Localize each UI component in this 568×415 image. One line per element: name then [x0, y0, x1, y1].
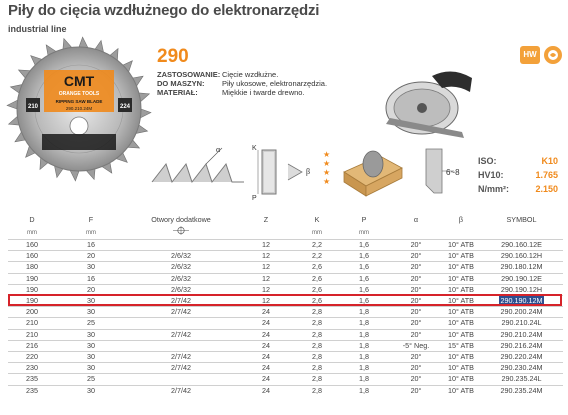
col-header-k: K — [314, 215, 320, 224]
cell-beta: 10° ATB — [448, 284, 474, 294]
selected-row-highlight — [8, 294, 562, 306]
cell-extra-holes — [126, 240, 236, 251]
cell-alpha: 20° — [410, 251, 422, 261]
col-header-d: D — [29, 215, 35, 224]
blade-left-number: 210 — [27, 104, 39, 110]
unit-alpha — [390, 226, 442, 240]
cell-z: 24 — [262, 352, 270, 362]
cell-p: 1,8 — [359, 363, 369, 373]
cell-symbol — [480, 262, 563, 273]
hw-badge: HW — [520, 46, 540, 64]
page-title: Piły do cięcia wzdłużnego do elektronarzędzi — [8, 2, 320, 19]
k-label: K — [252, 145, 257, 152]
cell-alpha: 20° — [410, 352, 422, 362]
cell-symbol — [480, 385, 563, 396]
cell-symbol — [480, 307, 563, 318]
cell-k: 2,8 — [312, 318, 322, 328]
cell-beta: 10° ATB — [448, 307, 474, 317]
cell-k: 2,6 — [312, 262, 322, 272]
hv10-label: HV10: — [478, 170, 504, 180]
saw-tooth — [79, 37, 88, 48]
cell-p: 1,8 — [359, 307, 369, 317]
spec-value-machines: Piły ukosowe, elektronarzędzia. — [222, 79, 328, 88]
symbol-text: 290.190.12E — [501, 273, 542, 283]
iso-value: K10 — [541, 156, 558, 166]
cell-d: 220 — [26, 352, 38, 362]
cell-beta: 10° ATB — [448, 251, 474, 261]
cell-extra-holes — [126, 318, 236, 329]
table-row[interactable] — [8, 329, 563, 340]
symbol-text: 290.216.24M — [500, 340, 543, 350]
symbol-text: 290.160.12E — [501, 240, 542, 249]
symbol-text: 290.230.24M — [500, 363, 543, 373]
cell-z: 24 — [262, 340, 270, 350]
cell-k: 2,2 — [312, 240, 322, 249]
cell-symbol — [480, 363, 563, 374]
cell-beta: 10° ATB — [448, 318, 474, 328]
cell-extra-holes: 2/6/32 — [171, 284, 191, 294]
cell-beta: 10° ATB — [448, 374, 474, 384]
cell-d: 216 — [26, 340, 38, 350]
cell-z: 12 — [262, 262, 270, 272]
cell-p: 1,8 — [359, 329, 369, 339]
cell-p: 1,6 — [359, 284, 369, 294]
cell-alpha: 20° — [410, 385, 422, 395]
cell-f: 30 — [87, 352, 95, 362]
cell-k: 2,8 — [312, 374, 322, 384]
cell-extra-holes: 2/7/42 — [171, 363, 191, 373]
cell-symbol — [480, 251, 563, 262]
cell-alpha: 20° — [410, 374, 422, 384]
symbol-text: 290.235.24M — [500, 385, 543, 395]
cell-f: 30 — [87, 307, 95, 317]
cell-p: 1,6 — [359, 273, 369, 283]
col-header-p: P — [361, 215, 367, 224]
cell-d: 235 — [26, 385, 38, 395]
cell-p: 1,8 — [359, 385, 369, 395]
table-row[interactable] — [8, 340, 563, 351]
col-header-z: Z — [263, 215, 269, 224]
spec-label-machines: DO MASZYN: — [157, 79, 205, 88]
cell-f: 30 — [87, 262, 95, 272]
symbol-text: 290.160.12H — [500, 251, 543, 261]
cell-beta: 10° ATB — [448, 296, 474, 306]
hook-angle-diagram — [420, 145, 470, 200]
wood-cut-image — [340, 142, 406, 204]
cell-d: 210 — [26, 329, 38, 339]
symbol-text: 290.210.24L — [501, 318, 542, 328]
cell-z: 12 — [262, 284, 270, 294]
cell-extra-holes: 2/7/42 — [171, 329, 191, 339]
spec-value-material: Miękkie i twarde drewno. — [222, 88, 305, 97]
cell-alpha: 20° — [410, 240, 422, 249]
cell-symbol — [480, 273, 563, 284]
cell-extra-holes — [126, 374, 236, 385]
cell-z: 24 — [262, 363, 270, 373]
cell-k: 2,6 — [312, 273, 322, 283]
cell-f: 30 — [87, 363, 95, 373]
cell-beta: 10° ATB — [448, 273, 474, 283]
cell-d: 160 — [26, 240, 38, 249]
table-row[interactable] — [8, 273, 563, 284]
beta-label: β — [306, 167, 311, 176]
blade-code: 290.210.24M — [65, 106, 93, 111]
circular-saw-image — [372, 62, 484, 140]
cell-extra-holes: 2/7/42 — [171, 352, 191, 362]
col-header-beta: β — [458, 215, 464, 224]
cell-z: 24 — [262, 374, 270, 384]
cell-symbol — [480, 352, 563, 363]
cell-p: 1,6 — [359, 296, 369, 306]
table-units-row — [8, 226, 563, 240]
blade-right-number: 224 — [119, 104, 131, 110]
strength-value: 2.150 — [535, 184, 558, 194]
col-header-alpha: α — [413, 215, 419, 224]
spec-label-material: MATERIAŁ: — [157, 88, 198, 97]
cell-beta: 10° ATB — [448, 262, 474, 272]
cell-alpha: 20° — [410, 329, 422, 339]
unit-d: mm — [27, 229, 37, 236]
cell-f: 20 — [87, 251, 95, 261]
cell-z: 12 — [262, 240, 270, 249]
symbol-text: 290.190.12M — [500, 296, 543, 306]
cell-f: 20 — [87, 284, 95, 294]
table-row[interactable] — [8, 374, 563, 385]
cell-z: 24 — [262, 307, 270, 317]
symbol-text: 290.190.12H — [500, 284, 543, 294]
hv10-value: 1.765 — [535, 170, 558, 180]
cell-z: 24 — [262, 329, 270, 339]
unit-k: mm — [312, 229, 322, 236]
cell-symbol — [480, 329, 563, 340]
cell-f: 25 — [87, 374, 95, 384]
table-header-row — [8, 213, 563, 226]
cell-k: 2,2 — [312, 251, 322, 261]
cell-p: 1,6 — [359, 240, 369, 249]
cell-d: 190 — [26, 296, 38, 306]
cell-z: 12 — [262, 273, 270, 283]
cell-extra-holes — [126, 340, 236, 351]
cell-d: 190 — [26, 273, 38, 283]
cell-p: 1,8 — [359, 374, 369, 384]
page-subtitle: industrial line — [8, 24, 67, 34]
table-row[interactable] — [8, 352, 563, 363]
cell-f: 30 — [87, 296, 95, 306]
saw-tooth — [7, 100, 18, 109]
unit-beta — [442, 226, 480, 240]
cell-f: 30 — [87, 385, 95, 395]
symbol-text: 290.180.12M — [500, 262, 543, 272]
cell-p: 1,8 — [359, 352, 369, 362]
cell-extra-holes: 2/6/32 — [171, 273, 191, 283]
cell-alpha: 20° — [410, 284, 422, 294]
blade-brand: CMT — [63, 73, 95, 89]
cell-k: 2,6 — [312, 296, 322, 306]
col-header-symbol: SYMBOL — [506, 215, 537, 224]
cell-alpha: 20° — [410, 296, 422, 306]
cell-extra-holes: 2/7/42 — [171, 385, 191, 395]
symbol-text: 290.235.24L — [501, 374, 542, 384]
cell-f: 25 — [87, 318, 95, 328]
col-header-extra-holes: Otwory dodatkowe — [151, 215, 211, 224]
table-row[interactable] — [8, 262, 563, 273]
spec-value-application: Cięcie wzdłużne. — [222, 70, 279, 79]
rating-stars: ★★★★ — [323, 150, 331, 186]
cell-f: 16 — [87, 240, 95, 249]
cell-k: 2,8 — [312, 385, 322, 395]
cell-k: 2,8 — [312, 307, 322, 317]
cell-z: 12 — [262, 296, 270, 306]
material-badge-icon — [544, 46, 562, 64]
unit-p: mm — [359, 229, 369, 236]
cell-alpha: 20° — [410, 363, 422, 373]
cell-d: 235 — [26, 374, 38, 384]
table-row[interactable] — [8, 318, 563, 329]
holes-icon — [126, 226, 236, 240]
cell-extra-holes: 2/6/32 — [171, 262, 191, 272]
alpha-label: α — [216, 145, 221, 154]
symbol-text: 290.210.24M — [500, 329, 543, 339]
spec-label-application: ZASTOSOWANIE: — [157, 70, 221, 79]
cell-p: 1,6 — [359, 262, 369, 272]
cell-z: 24 — [262, 385, 270, 395]
cell-alpha: 20° — [410, 318, 422, 328]
cell-d: 180 — [26, 262, 38, 272]
cell-beta: 10° ATB — [448, 329, 474, 339]
unit-symbol — [480, 226, 563, 240]
cell-d: 160 — [26, 251, 38, 261]
unit-z — [236, 226, 296, 240]
cell-f: 30 — [87, 340, 95, 350]
cell-z: 24 — [262, 318, 270, 328]
table-row[interactable] — [8, 240, 563, 251]
cell-k: 2,8 — [312, 352, 322, 362]
cell-z: 12 — [262, 251, 270, 261]
table-row[interactable] — [8, 363, 563, 374]
kerf-diagram — [250, 142, 320, 202]
cell-d: 190 — [26, 284, 38, 294]
p-label: P — [252, 195, 257, 202]
table-row[interactable] — [8, 307, 563, 318]
cell-beta: 10° ATB — [448, 240, 474, 249]
cell-alpha: 20° — [410, 262, 422, 272]
cell-f: 30 — [87, 329, 95, 339]
cell-f: 16 — [87, 273, 95, 283]
cell-k: 2,6 — [312, 284, 322, 294]
cell-beta: 15° ATB — [448, 340, 474, 350]
saw-blade-image — [4, 34, 154, 184]
strength-label: N/mm²: — [478, 184, 509, 194]
cell-beta: 10° ATB — [448, 363, 474, 373]
cell-alpha: -5° Neg. — [402, 340, 430, 350]
cell-p: 1,6 — [359, 251, 369, 261]
cell-symbol — [480, 374, 563, 385]
symbol-text: 290.220.24M — [500, 352, 543, 362]
cell-symbol — [480, 318, 563, 329]
table-row[interactable] — [8, 251, 563, 262]
cell-symbol — [480, 340, 563, 351]
cell-k: 2,8 — [312, 363, 322, 373]
cell-symbol — [480, 240, 563, 251]
tooth-geometry-diagram — [150, 142, 246, 202]
unit-f: mm — [86, 229, 96, 236]
col-header-f: F — [88, 215, 94, 224]
cell-k: 2,8 — [312, 340, 322, 350]
symbol-text: 290.200.24M — [500, 307, 543, 317]
cell-alpha: 20° — [410, 307, 422, 317]
cell-d: 210 — [26, 318, 38, 328]
cell-d: 230 — [26, 363, 38, 373]
cell-k: 2,8 — [312, 329, 322, 339]
cell-extra-holes: 2/7/42 — [171, 296, 191, 306]
blade-brand-sub: ORANGE TOOLS — [58, 91, 100, 97]
saw-tooth — [140, 109, 151, 118]
blade-line: RIPPING SAW BLADE — [55, 99, 103, 104]
table-row[interactable] — [8, 385, 563, 396]
iso-label: ISO: — [478, 156, 497, 166]
hook-range: 6~8 — [446, 168, 460, 177]
saw-tooth — [70, 170, 79, 181]
cell-beta: 10° ATB — [448, 385, 474, 395]
cell-p: 1,8 — [359, 340, 369, 350]
cell-extra-holes: 2/7/42 — [171, 307, 191, 317]
cell-beta: 10° ATB — [448, 352, 474, 362]
cell-d: 200 — [26, 307, 38, 317]
cell-extra-holes: 2/6/32 — [171, 251, 191, 261]
cell-p: 1,8 — [359, 318, 369, 328]
series-number: 290 — [157, 46, 189, 67]
cell-alpha: 20° — [410, 273, 422, 283]
